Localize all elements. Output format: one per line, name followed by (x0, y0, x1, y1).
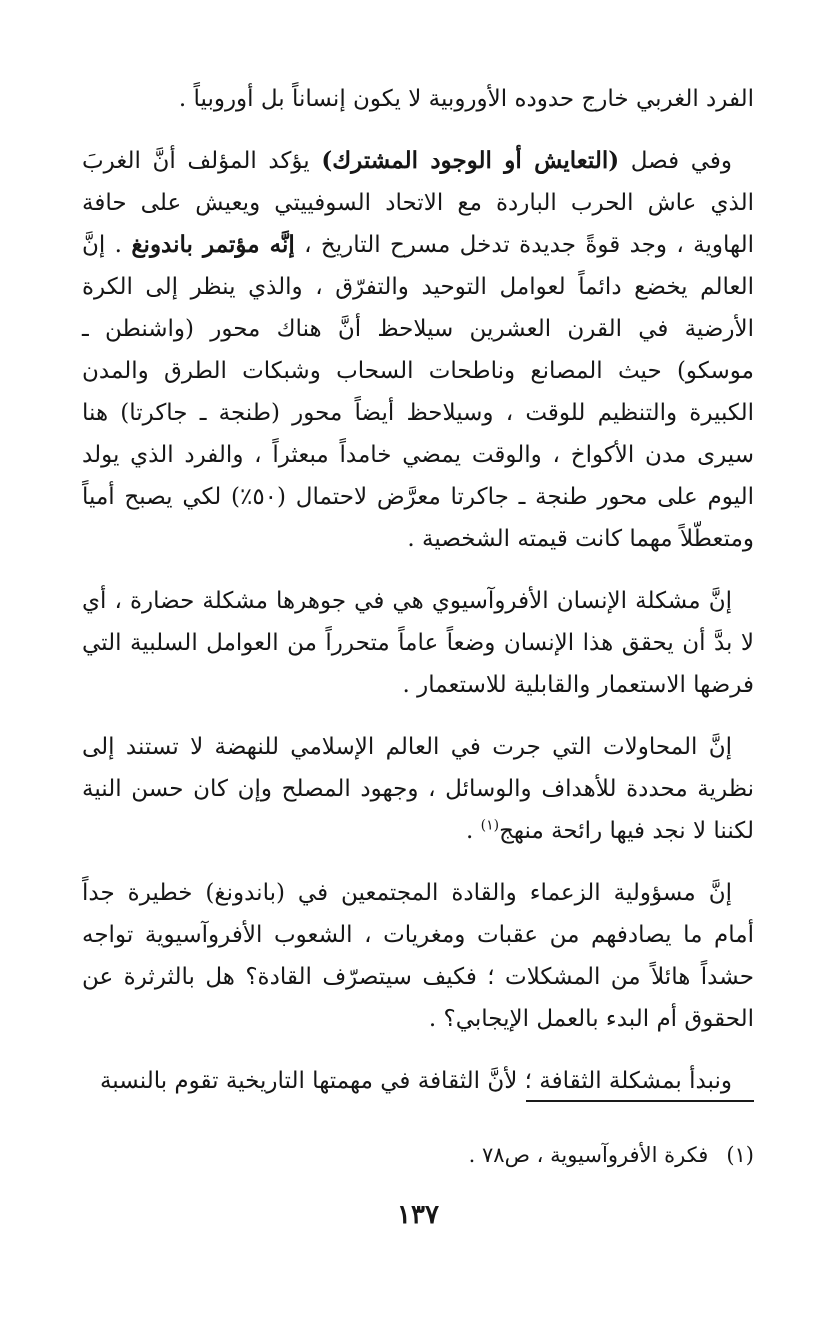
paragraph-4-end: . (465, 818, 481, 844)
footnote-number: (١) (726, 1143, 754, 1167)
paragraph-2 (82, 140, 754, 560)
bandung-bold: إنَّه مؤتمر باندونغ (131, 231, 295, 258)
footnote-reference: (١) (480, 817, 500, 834)
footnote-text: فكرة الأفروآسيوية ، ص٧٨ . (468, 1143, 709, 1167)
page-number: ١٣٧ (397, 1200, 439, 1230)
paragraph-4-text: إنَّ المحاولات التي جرت في العالم الإسلامي للنهضة لا تستند إلى نظرية محددة للأهداف والوسائل ، وجهود المصلح وإن كان حسن النية لكننا لا نجد فيها رائحة منهج (82, 734, 754, 844)
footnote-separator (526, 1100, 754, 1102)
chapter-title-bold: (التعايش أو الوجود المشترك) (321, 147, 620, 174)
paragraph-2-tail: . إنَّ العالم يخضع دائماً لعوامل التوحيد والتفرّق ، والذي ينظر إلى الكرة الأرضية في القرن العشرين سيلاحظ أنَّ هناك محور (واشنطن ـ موسكو) حيث المصانع وناطحات السحاب وشبكات الطرق والمدن الكبيرة والتنظيم للوقت ، وسيلاحظ أيضاً محور (طنجة ـ جاكرتا) هنا سيرى مدن الأكواخ ، والوقت يمضي خامداً مبعثراً ، والفرد الذي يولد اليوم على محور طنجة ـ جاكرتا معرَّض لاحتمال (٥٠٪) لكي يصبح أمياً ومتعطّلاً مهما كانت قيمته الشخصية . (82, 232, 754, 552)
paragraph-6: ونبدأ بمشكلة الثقافة ؛ لأنَّ الثقافة في مهمتها التاريخية تقوم بالنسبة (99, 1068, 732, 1094)
paragraph-5: إنَّ مسؤولية الزعماء والقادة المجتمعين في (باندونغ) خطيرة جداً أمام ما يصادفهم من عقبات ومغريات ، الشعوب الأفروآسيوية تواجه حشداً هائلاً من المشكلات ؛ فكيف سيتصرّف القادة؟ هل بالثرثرة عن الحقوق أم البدء بالعمل الإيجابي؟ . (82, 880, 754, 1032)
paragraph-2-mid: يؤكد المؤلف أنَّ الغربَ الذي عاش الحرب الباردة مع الاتحاد السوفييتي ويعيش على حافة الهاوية ، وجد قوةً جديدة تدخل مسرح التاريخ ، (82, 148, 754, 258)
body-text (82, 78, 754, 1102)
paragraph-2-lead: وفي فصل (619, 148, 732, 174)
paragraph-3: إنَّ مشكلة الإنسان الأفروآسيوي هي في جوهرها مشكلة حضارة ، أي لا بدَّ أن يحقق هذا الإنسان وضعاً عاماً متحرراً من العوامل السلبية التي فرضها الاستعمار والقابلية للاستعمار . (82, 588, 754, 698)
paragraph-1: الفرد الغربي خارج حدوده الأوروبية لا يكون إنساناً بل أوروبياً . (178, 86, 754, 112)
paragraph-4 (82, 726, 754, 852)
footnote (82, 1138, 754, 1172)
